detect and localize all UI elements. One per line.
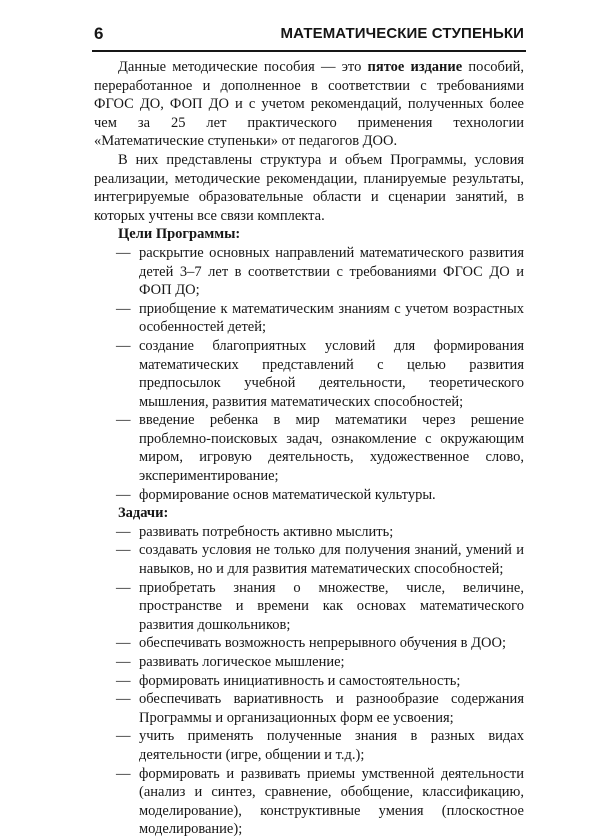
dash-bullet: — [116,765,131,782]
list-item-text: приобретать знания о множестве, числе, величине, пространстве и времени как основах математического развития дошкольников; [139,579,524,633]
list-item [94,244,524,300]
dash-bullet: — [116,337,131,354]
goals-heading: Цели Программы: [118,226,241,243]
list-item-text: обеспечивать возможность непрерывного обучения в ДОО; [139,635,506,652]
list-item-text: развивать потребность активно мыслить; [139,523,394,540]
list-item-text: учить применять полученные знания в разных видах деятельности (игре, общении и т.д.); [139,728,524,763]
dash-bullet: — [116,300,131,317]
list-item-text: обеспечивать вариативность и разнообразие содержания Программы и организационных форм ее усвоения; [139,691,524,726]
tasks-list [94,523,524,839]
list-item-text: формировать инициативность и самостоятельность; [139,672,461,689]
list-item-text: приобщение к математическим знаниям с учетом возрастных особенностей детей; [139,300,524,336]
list-item-text: формировать и развивать приемы умственной деятельности (анализ и синтез, сравнение, обобщение, классификацию, моделирование), конструктивные умения (плоскостное моделирование); [139,765,524,838]
list-item-text: создание благоприятных условий для формирования математических представлений с целью развития предпосылок учебной деятельности, теоретического мышления, развития математических способностей; [139,337,524,410]
list-item [94,765,524,839]
intro-text-start: Данные методические пособия — это [118,59,368,75]
goals-list [94,244,524,504]
list-item-text: развивать логическое мышление; [139,654,345,670]
dash-bullet: — [116,654,131,670]
list-item [94,634,524,653]
dash-bullet: — [116,486,131,503]
dash-bullet: — [116,635,131,652]
list-item [94,486,524,505]
list-item [94,300,524,337]
page-number: 6 [94,24,104,43]
tasks-heading: Задачи: [118,505,169,522]
list-item [94,727,524,764]
dash-bullet: — [116,579,131,596]
page-body [94,58,524,839]
list-item [94,523,524,542]
dash-bullet: — [116,523,131,540]
list-item-text: раскрытие основных направлений математического развития детей 3–7 лет в соответствии с требованиями ФГОС ДО и ФОП ДО; [139,244,524,299]
dash-bullet: — [116,672,131,689]
dash-bullet: — [116,412,131,429]
list-item [94,579,524,635]
list-item [94,541,524,578]
dash-bullet: — [116,542,131,559]
intro-paragraph-1 [94,58,524,151]
intro-paragraph-2: В них представлены структура и объем Программы, условия реализации, методические рекомендации, планируемые результаты, интегрируемые образовательные области и сценарии занятий, в которых учтены все связи комплекта. [94,151,524,224]
dash-bullet: — [116,728,131,745]
list-item [94,690,524,727]
dash-bullet: — [116,244,131,261]
dash-bullet: — [116,691,131,708]
fifth-edition-emphasis: пятое издание [367,59,463,75]
list-item [94,653,524,672]
intro-text-end: пособий, переработанное и дополненное в соответствии с требованиями ФГОС ДО, ФОП ДО и с учетом рекомендаций, полученных более чем за 25 лет практического применения технологии «Математические ступеньки» от педагогов ДОО. [94,59,524,150]
page-header [92,22,526,52]
list-item-text: введение ребенка в мир математики через решение проблемно-поисковых задач, ознакомление с окружающим миром, игровую деятельность, художественное слово, экспериментирование; [139,412,524,485]
list-item [94,337,524,411]
running-title: МАТЕМАТИЧЕСКИЕ СТУПЕНЬКИ [280,25,524,42]
list-item [94,672,524,691]
list-item-text: формирование основ математической культуры. [139,486,436,503]
list-item-text: создавать условия не только для получения знаний, умений и навыков, но и для развития математических способностей; [139,542,524,578]
list-item [94,411,524,485]
